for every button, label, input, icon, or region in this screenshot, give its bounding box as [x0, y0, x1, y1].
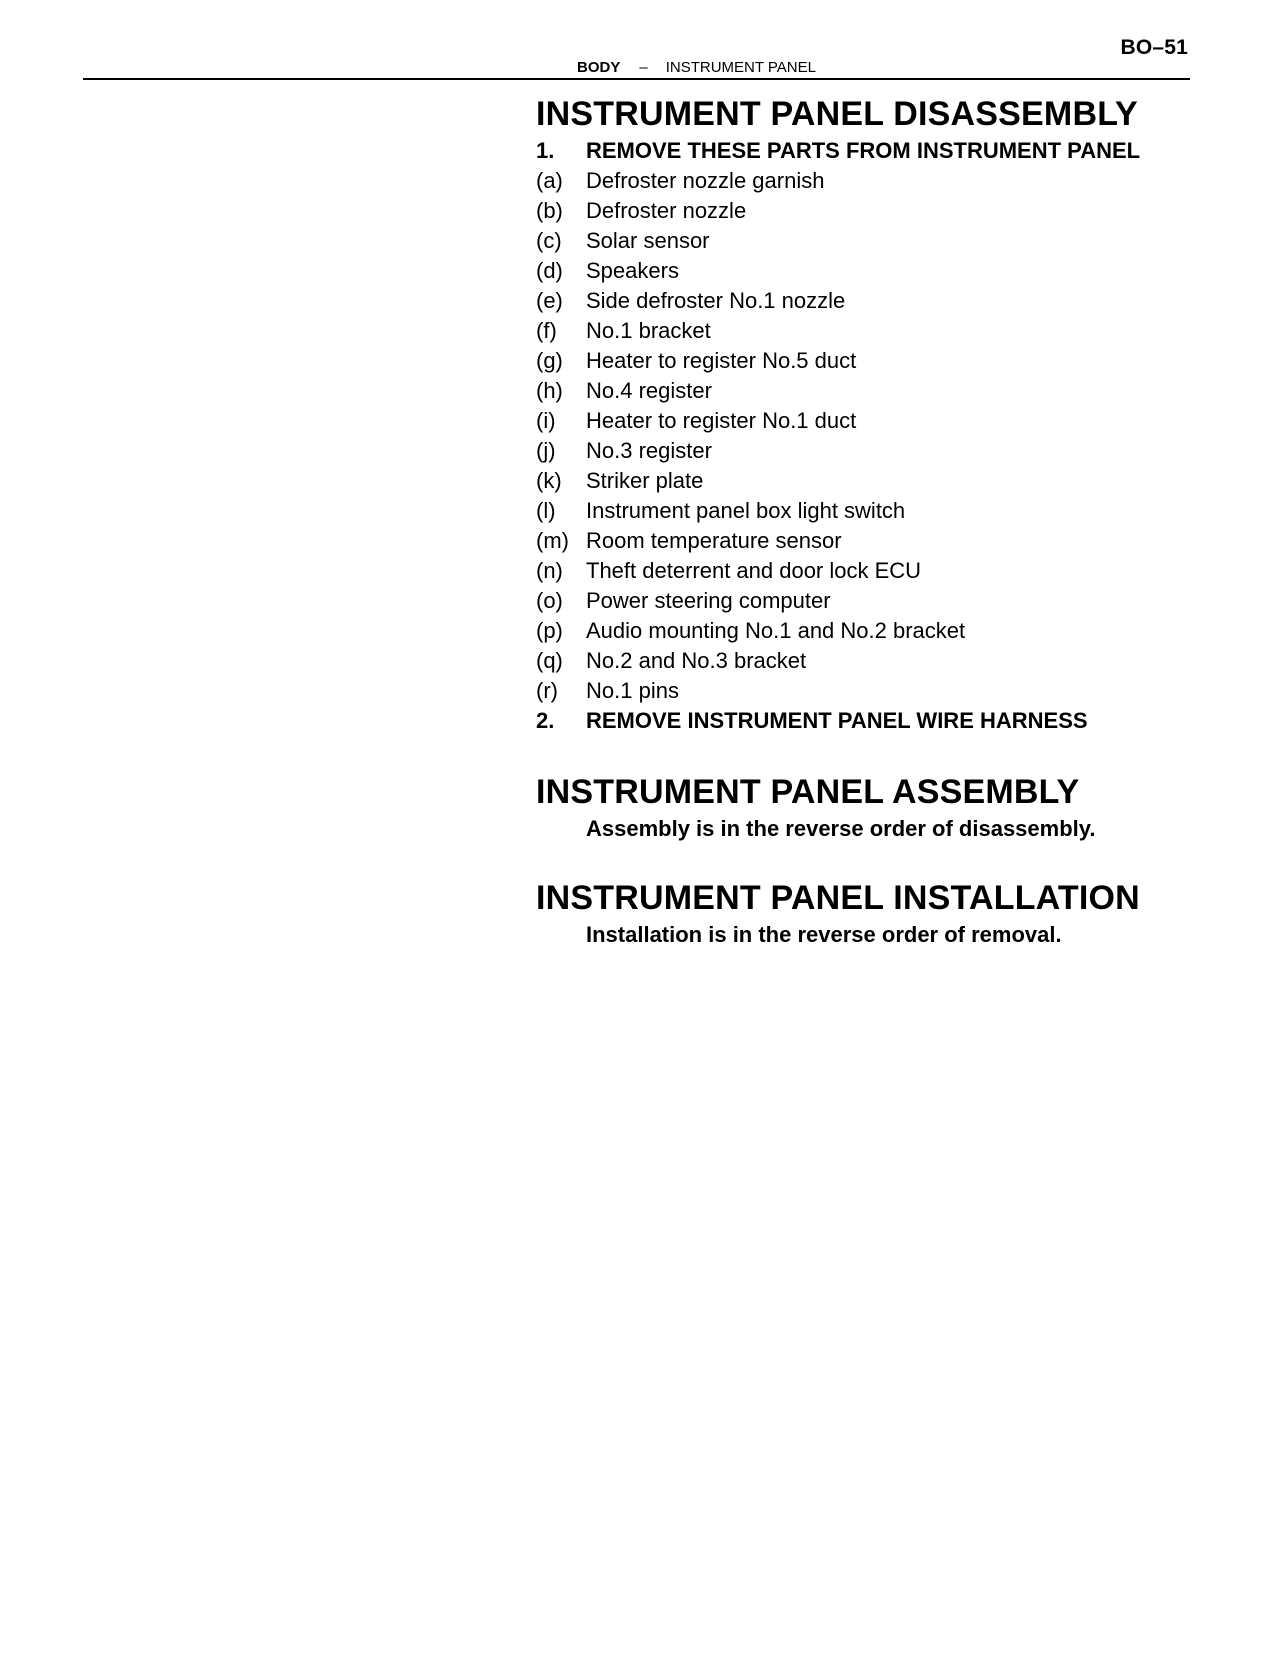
step-text: REMOVE THESE PARTS FROM INSTRUMENT PANEL	[586, 138, 1141, 163]
list-item	[536, 376, 1216, 406]
main-content	[536, 92, 1216, 950]
item-text: No.4 register	[586, 378, 712, 403]
item-text: No.3 register	[586, 438, 712, 463]
item-text: Audio mounting No.1 and No.2 bracket	[586, 618, 966, 643]
item-label: (d)	[536, 258, 563, 283]
step-number: 1.	[536, 138, 555, 163]
list-item	[536, 526, 1216, 556]
item-text: Side defroster No.1 nozzle	[586, 288, 846, 313]
item-text: Power steering computer	[586, 588, 831, 613]
list-item	[536, 616, 1216, 646]
disassembly-title: INSTRUMENT PANEL DISASSEMBLY	[536, 95, 1138, 133]
item-label: (q)	[536, 648, 563, 673]
list-item	[536, 286, 1216, 316]
item-text: Defroster nozzle	[586, 198, 747, 223]
step-text: REMOVE INSTRUMENT PANEL WIRE HARNESS	[586, 708, 1088, 733]
item-label: (b)	[536, 198, 563, 223]
list-item	[536, 676, 1216, 706]
installation-note: Installation is in the reverse order of removal.	[586, 922, 1062, 947]
item-label: (k)	[536, 468, 562, 493]
list-item	[536, 406, 1216, 436]
running-header	[577, 59, 816, 76]
list-item	[536, 646, 1216, 676]
list-item	[536, 496, 1216, 526]
header-rule	[83, 78, 1190, 80]
header-separator: –	[639, 59, 648, 76]
list-item	[536, 166, 1216, 196]
item-label: (i)	[536, 408, 556, 433]
item-label: (l)	[536, 498, 556, 523]
item-text: Heater to register No.1 duct	[586, 408, 857, 433]
list-item	[536, 226, 1216, 256]
list-item	[536, 586, 1216, 616]
assembly-title: INSTRUMENT PANEL ASSEMBLY	[536, 773, 1080, 811]
list-item	[536, 316, 1216, 346]
item-text: Solar sensor	[586, 228, 710, 253]
item-label: (a)	[536, 168, 563, 193]
header-section: BODY	[577, 59, 621, 76]
list-item	[536, 436, 1216, 466]
step-1	[536, 136, 1216, 166]
step-2	[536, 706, 1216, 736]
item-text: Room temperature sensor	[586, 528, 842, 553]
installation-title: INSTRUMENT PANEL INSTALLATION	[536, 879, 1140, 917]
item-label: (h)	[536, 378, 563, 403]
item-text: No.1 pins	[586, 678, 679, 703]
item-label: (f)	[536, 318, 557, 343]
header-chapter: INSTRUMENT PANEL	[665, 59, 816, 76]
item-label: (e)	[536, 288, 563, 313]
item-label: (c)	[536, 228, 562, 253]
item-text: Heater to register No.5 duct	[586, 348, 857, 373]
item-text: No.1 bracket	[586, 318, 711, 343]
item-label: (n)	[536, 558, 563, 583]
step-number: 2.	[536, 708, 555, 733]
item-text: Defroster nozzle garnish	[586, 168, 825, 193]
list-item	[536, 556, 1216, 586]
list-item	[536, 466, 1216, 496]
parts-list	[536, 166, 1216, 706]
item-text: Instrument panel box light switch	[586, 498, 906, 523]
item-text: Speakers	[586, 258, 679, 283]
item-text: Striker plate	[586, 468, 704, 493]
item-label: (m)	[536, 528, 569, 553]
assembly-note: Assembly is in the reverse order of disassembly.	[586, 816, 1096, 841]
page-number: BO–51	[1120, 36, 1188, 59]
item-label: (p)	[536, 618, 563, 643]
list-item	[536, 256, 1216, 286]
item-text: No.2 and No.3 bracket	[586, 648, 807, 673]
item-label: (g)	[536, 348, 563, 373]
item-label: (o)	[536, 588, 563, 613]
list-item	[536, 346, 1216, 376]
list-item	[536, 196, 1216, 226]
item-label: (r)	[536, 678, 558, 703]
item-text: Theft deterrent and door lock ECU	[586, 558, 922, 583]
item-label: (j)	[536, 438, 556, 463]
